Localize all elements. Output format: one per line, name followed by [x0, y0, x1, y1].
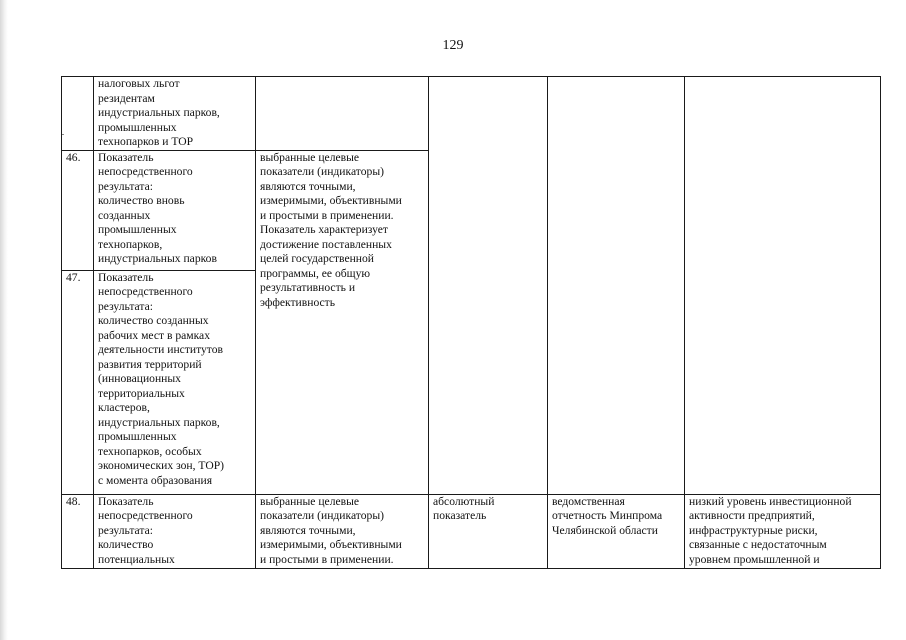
text-line: технопарков, особых: [98, 444, 202, 458]
text-line: выбранные целевые: [260, 150, 360, 164]
text-line: технопарков,: [98, 237, 163, 251]
calculation-cell: [429, 77, 548, 495]
text-line: достижение поставленных: [260, 237, 392, 251]
text-line: результативность и: [260, 281, 356, 294]
text-line: результата:: [98, 179, 153, 193]
text-line: эффективность: [260, 295, 336, 309]
indicator-cell: [94, 494, 256, 568]
text-line: программы, ее общую: [260, 266, 371, 280]
text-line: потенциальных: [98, 552, 175, 566]
text-line: Показатель: [98, 150, 154, 164]
text-line: промышленных: [98, 120, 177, 134]
text-line: индустриальных парков,: [98, 415, 220, 429]
text-line: рабочих мест в рамках: [98, 328, 211, 342]
text-line: непосредственного: [98, 165, 193, 178]
text-line: индустриальных парков: [98, 252, 217, 265]
text-line: Показатель: [98, 494, 154, 508]
text-line: Показатель характеризует: [260, 223, 389, 236]
text-line: развития территорий: [98, 357, 202, 371]
text-line: показатели (индикаторы): [260, 509, 384, 522]
text-line: Челябинской области: [552, 523, 658, 537]
text-line: инфраструктурные риски,: [689, 523, 818, 537]
rationale-cell: [256, 494, 429, 568]
text-line: целей государственной: [260, 252, 375, 265]
indicators-table: [61, 76, 881, 569]
text-line: результата:: [98, 523, 153, 537]
text-line: количество: [98, 538, 154, 551]
row-number: 48.: [62, 494, 94, 568]
calculation-cell: [429, 494, 548, 568]
text-line: Показатель: [98, 270, 154, 284]
text-line: индустриальных парков,: [98, 106, 220, 119]
text-line: экономических зон, ТОР): [98, 459, 225, 472]
text-line: и простыми в применении.: [260, 552, 394, 566]
source-cell: [548, 494, 685, 568]
rationale-cell: [256, 77, 429, 151]
page-number: 129: [442, 38, 464, 53]
text-line: уровнем промышленной и: [689, 552, 820, 566]
row-number: [62, 77, 94, 151]
text-line: измеримыми, объективными: [260, 538, 402, 551]
text-line: абсолютный: [433, 494, 495, 508]
text-line: выбранные целевые: [260, 494, 360, 508]
text-line: отчетность Минпрома: [552, 509, 663, 522]
text-line: созданных: [98, 208, 151, 222]
row-number: 46.: [62, 150, 94, 270]
text-line: показатели (индикаторы): [260, 165, 384, 178]
text-line: количество вновь: [98, 194, 185, 207]
row-number: 47.: [62, 270, 94, 494]
text-line: деятельности институтов: [98, 343, 223, 356]
rationale-cell: [256, 150, 429, 494]
text-line: резидентам: [98, 91, 155, 105]
text-line: промышленных: [98, 430, 177, 443]
text-line: с момента образования: [98, 473, 213, 487]
text-line: количество созданных: [98, 314, 209, 327]
table-row: [62, 77, 881, 151]
text-line: результата:: [98, 299, 153, 313]
text-line: территориальных: [98, 386, 185, 400]
text-line: низкий уровень инвестиционной: [689, 494, 852, 508]
text-line: являются точными,: [260, 523, 356, 537]
indicator-cell: [94, 77, 256, 151]
text-line: непосредственного: [98, 509, 193, 522]
risks-cell: [685, 494, 881, 568]
indicator-cell: [94, 270, 256, 494]
text-line: и простыми в применении.: [260, 208, 394, 222]
text-line: ведомственная: [552, 494, 625, 508]
text-line: налоговых льгот: [98, 77, 180, 90]
text-line: являются точными,: [260, 179, 356, 193]
source-cell: [548, 77, 685, 495]
text-line: непосредственного: [98, 285, 193, 298]
text-line: (инновационных: [98, 372, 181, 385]
risks-cell: [685, 77, 881, 495]
text-line: показатель: [433, 509, 487, 522]
table-row: [62, 494, 881, 568]
indicator-cell: [94, 150, 256, 270]
text-line: кластеров,: [98, 401, 150, 414]
text-line: активности предприятий,: [689, 509, 815, 522]
text-line: технопарков и ТОР: [98, 135, 194, 148]
scan-shadow: [0, 0, 8, 640]
text-line: измеримыми, объективными: [260, 194, 402, 207]
text-line: промышленных: [98, 223, 177, 236]
text-line: связанные с недостаточным: [689, 538, 827, 551]
